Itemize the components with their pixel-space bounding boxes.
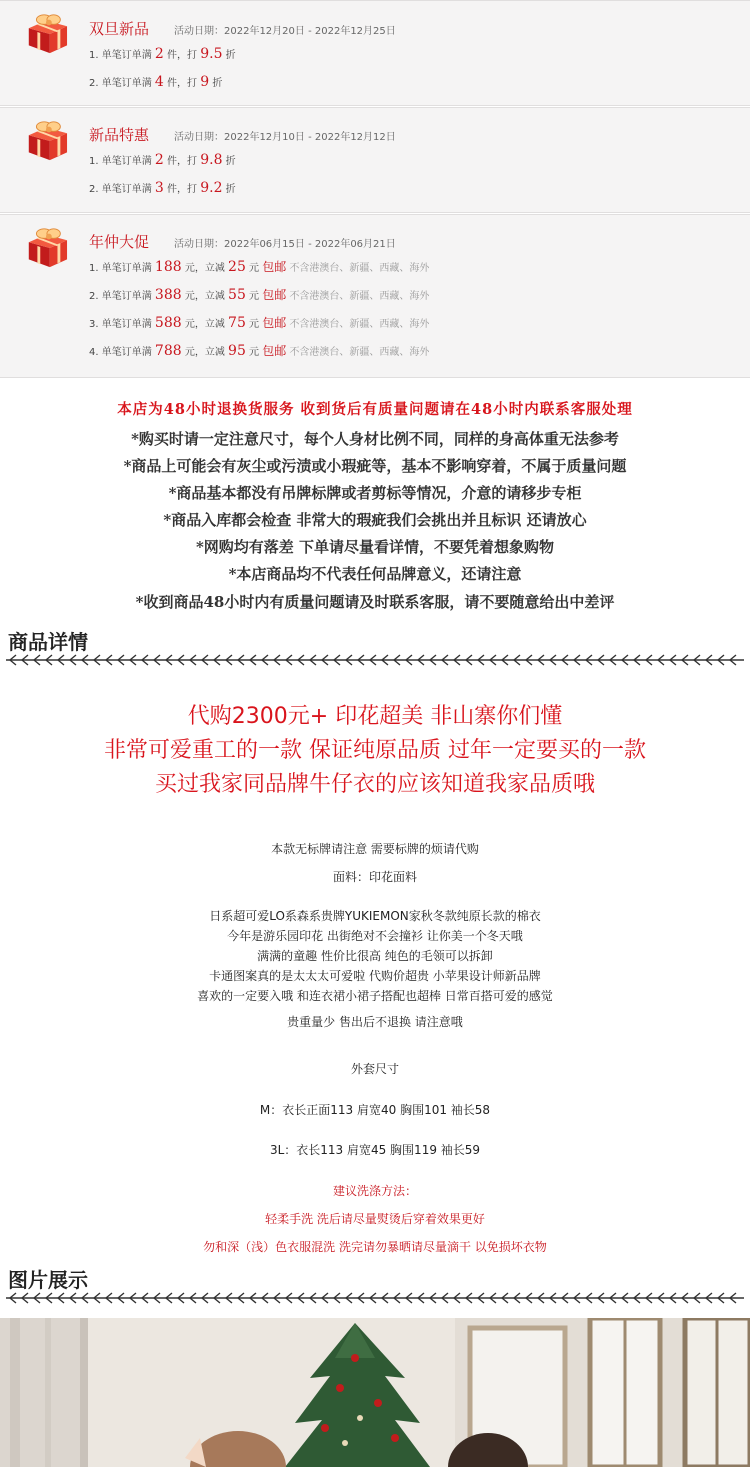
promo-title: 新品特惠 [89,126,150,144]
notice-line: *商品入库都会检查 非常大的瑕疵我们会挑出并且标识 还请放心 [163,511,587,529]
christmas-scene-image [0,1318,750,1467]
section-title-details: 商品详情 [8,630,88,654]
promo-rule: 1. 单笔订单满 2 件，打 9.8 折 [89,152,236,168]
description-line: 喜欢的一定要入哦 和连衣裙小裙子搭配也超棒 日常百搭可爱的感觉 [197,989,553,1003]
promo-rule: 2. 单笔订单满 388 元，立减 55 元 包邮 不含港澳台、新疆、西藏、海外 [89,287,430,303]
gift-box-icon [22,225,70,269]
promo-rule: 4. 单笔订单满 788 元，立减 95 元 包邮 不含港澳台、新疆、西藏、海外 [89,343,430,359]
label-note: 本款无标牌请注意 需要标牌的烦请代购 [271,842,479,856]
description-line: 卡通图案真的是太太太可爱啦 代购价超贵 小苹果设计师新品牌 [209,969,541,983]
description-line: 日系超可爱LO系森系贵牌YUKIEMON家秋冬款纯原长款的棉衣 [209,909,541,923]
headline-line: 代购2300元+ 印花超美 非山寨你们懂 [187,704,563,729]
decorative-border [6,1291,744,1305]
wash-instruction: 轻柔手洗 洗后请尽量熨烫后穿着效果更好 [265,1212,485,1226]
return-policy-heading: 本店为48小时退换货服务 收到货后有质量问题请在48小时内联系客服处理 [117,401,633,418]
size-m: M：衣长正面113 肩宽40 胸围101 袖长58 [259,1103,491,1117]
promo-date: 活动日期：2022年12月20日 - 2022年12月25日 [174,26,396,37]
size-title: 外套尺寸 [350,1062,399,1076]
promo-rule: 2. 单笔订单满 3 件，打 9.2 折 [89,180,236,196]
headline-line: 买过我家同品牌牛仔衣的应该知道我家品质哦 [154,772,595,797]
promo-date: 活动日期：2022年12月10日 - 2022年12月12日 [174,132,396,143]
notice-line: *网购均有落差 下单请尽量看详情，不要凭着想象购物 [195,538,555,556]
scarcity-note: 贵重量少 售出后不退换 请注意哦 [287,1015,463,1029]
size-3l: 3L：衣长113 肩宽45 胸围119 袖长59 [269,1143,481,1157]
headline-line: 非常可爱重工的一款 保证纯原品质 过年一定要买的一款 [104,738,646,763]
product-photo [0,1318,750,1467]
notice-line: *商品上可能会有灰尘或污渍或小瑕疵等，基本不影响穿着，不属于质量问题 [123,457,627,475]
promo-rule: 3. 单笔订单满 588 元，立减 75 元 包邮 不含港澳台、新疆、西藏、海外 [89,315,430,331]
promo-rule: 1. 单笔订单满 188 元，立减 25 元 包邮 不含港澳台、新疆、西藏、海外 [89,259,430,275]
notice-line: *本店商品均不代表任何品牌意义，还请注意 [228,565,522,583]
promo-title: 年仲大促 [89,233,150,251]
promo-rule: 2. 单笔订单满 4 件，打 9 折 [89,74,223,90]
promo-title: 双旦新品 [89,20,150,38]
wash-instruction: 勿和深（浅）色衣服混洗 洗完请勿暴晒请尽量滴干 以免损坏衣物 [203,1240,547,1254]
promo-card [0,0,750,106]
decorative-border [6,653,744,667]
notice-line: *商品基本都没有吊牌标牌或者剪标等情况，介意的请移步专柜 [168,484,582,502]
notice-line: *购买时请一定注意尺寸，每个人身材比例不同，同样的身高体重无法参考 [131,430,619,448]
notice-line: *收到商品48小时内有质量问题请及时联系客服，请不要随意给出中差评 [135,593,615,611]
description-line: 满满的童趣 性价比很高 纯色的毛领可以拆卸 [257,949,493,963]
promo-card [0,107,750,213]
promo-card [0,214,750,378]
fabric-info: 面料：印花面料 [332,870,417,884]
section-title-gallery: 图片展示 [8,1268,88,1292]
promo-date: 活动日期：2022年06月15日 - 2022年06月21日 [174,239,396,250]
gift-box-icon [22,11,70,55]
gift-box-icon [22,118,70,162]
wash-title: 建议洗涤方法： [332,1184,417,1198]
description-line: 今年是游乐园印花 出街绝对不会撞衫 让你美一个冬天哦 [227,929,523,943]
promo-rule: 1. 单笔订单满 2 件，打 9.5 折 [89,46,236,62]
